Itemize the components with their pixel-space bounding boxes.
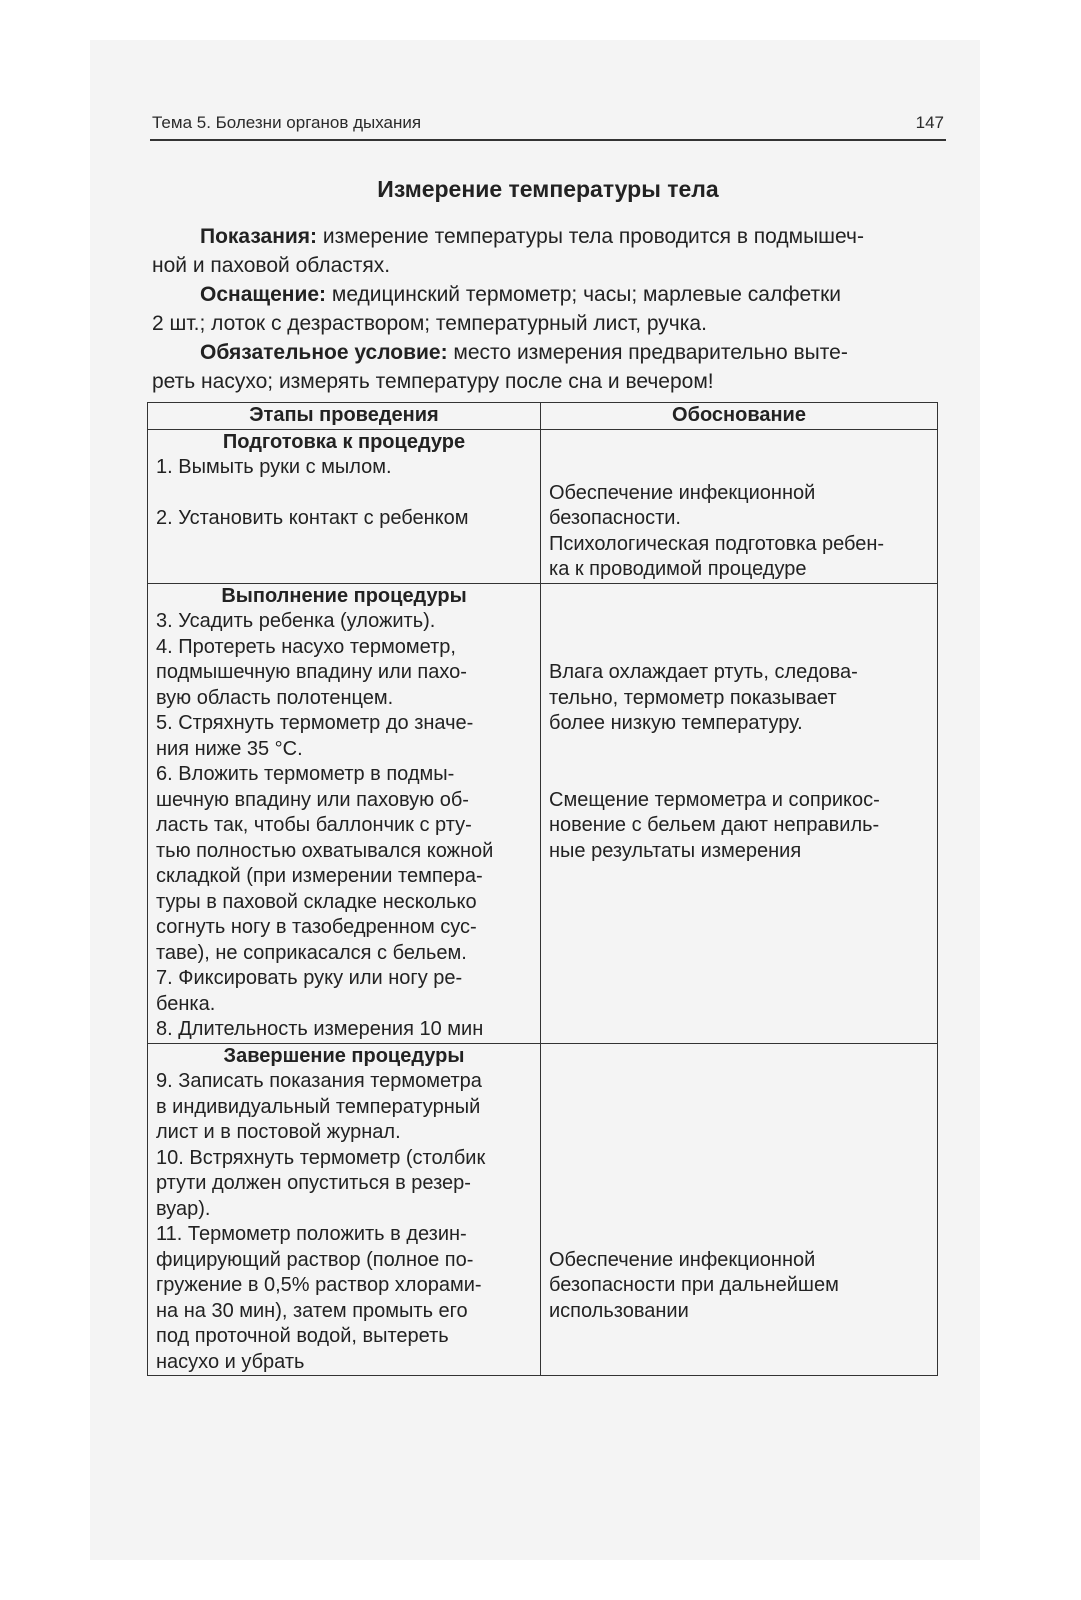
- equipment-text: медицинский термометр; часы; марлевые салфетки: [326, 283, 841, 306]
- equipment-paragraph: [152, 280, 946, 338]
- section-title: Подготовка к процедуре: [222, 430, 466, 453]
- indications-label: Показания:: [200, 225, 318, 248]
- indications-paragraph: [152, 222, 946, 280]
- rationale-line: [549, 1197, 929, 1223]
- rationale-line: безопасности.: [549, 507, 681, 529]
- rationale-line: Психологическая подготовка ребен-: [549, 532, 885, 555]
- rationale-line: Влага охлаждает ртуть, следова-: [549, 661, 858, 683]
- column-header-rationale: Обоснование: [541, 403, 938, 430]
- rationale-line: [549, 455, 929, 481]
- equipment-label: Оснащение:: [200, 283, 327, 306]
- rationale-line: [549, 1095, 929, 1121]
- step-line: фицирующий раствор (полное по-: [156, 1248, 474, 1271]
- rationale-cell: [541, 429, 938, 583]
- rationale-line: использовании: [549, 1299, 689, 1322]
- step-line: ласть так, чтобы баллончик с рту-: [156, 814, 472, 836]
- condition-text: место измерения предварительно выте-: [447, 341, 848, 364]
- chapter-title: Тема 5. Болезни органов дыхания: [152, 113, 422, 132]
- step-line: 4. Протереть насухо термометр,: [156, 635, 456, 658]
- step-line: 7. Фиксировать руку или ногу ре-: [156, 967, 463, 989]
- header-rule: [150, 139, 946, 141]
- indications-text-2: ной и паховой областях.: [152, 254, 391, 277]
- step-line: ртути должен опуститься в резер-: [156, 1172, 471, 1194]
- page-number: 147: [915, 113, 944, 132]
- rationale-line: Обеспечение инфекционной: [549, 481, 816, 504]
- rationale-line: ка к проводимой процедуре: [549, 558, 807, 580]
- rationale-line: Смещение термометра и соприкос-: [549, 788, 880, 811]
- step-line: туры в паховой складке несколько: [156, 890, 477, 913]
- rationale-line: [549, 737, 929, 763]
- procedure-table-body: [148, 429, 938, 1376]
- rationale-line: [549, 1146, 929, 1172]
- rationale-cell: [541, 583, 938, 1043]
- rationale-line: [549, 635, 929, 661]
- step-line: [156, 481, 532, 507]
- rationale-line: [549, 1222, 929, 1248]
- rationale-line: [549, 762, 929, 788]
- step-line: вуар).: [156, 1197, 211, 1220]
- step-line: 10. Встряхнуть термометр (столбик: [156, 1146, 486, 1169]
- step-line: вую область полотенцем.: [156, 686, 394, 709]
- step-line: 1. Вымыть руки с мылом.: [156, 456, 392, 478]
- step-line: в индивидуальный температурный: [156, 1095, 481, 1118]
- step-line: 2. Установить контакт с ребенком: [156, 507, 469, 529]
- step-line: тью полностью охватывался кожной: [156, 839, 494, 862]
- stage-cell: [148, 583, 541, 1043]
- step-line: подмышечную впадину или пахо-: [156, 661, 467, 683]
- procedure-table: [147, 402, 938, 1376]
- column-header-stages: Этапы проведения: [148, 403, 541, 430]
- step-line: бенка.: [156, 992, 216, 1015]
- step-line: 5. Стряхнуть термометр до значе-: [156, 712, 474, 734]
- step-line: складкой (при измерении темпера-: [156, 865, 483, 887]
- rationale-line: более низкую температуру.: [549, 712, 803, 734]
- step-line: согнуть ногу в тазобедренном сус-: [156, 916, 477, 938]
- rationale-line: [549, 609, 929, 635]
- step-line: гружение в 0,5% раствор хлорами-: [156, 1274, 482, 1296]
- condition-paragraph: [152, 338, 946, 396]
- rationale-line: новение с бельем дают неправиль-: [549, 814, 880, 836]
- condition-label: Обязательное условие:: [200, 341, 448, 364]
- stage-cell: [148, 1043, 541, 1376]
- step-line: таве), не соприкасался с бельем.: [156, 941, 467, 964]
- rationale-line: [549, 1171, 929, 1197]
- rationale-line: безопасности при дальнейшем: [549, 1274, 839, 1296]
- document-title: Измерение температуры тела: [377, 176, 719, 202]
- table-row: [148, 583, 938, 1043]
- table-row: [148, 1043, 938, 1376]
- section-title: Выполнение процедуры: [221, 584, 467, 607]
- step-line: насухо и убрать: [156, 1350, 305, 1373]
- step-line: 6. Вложить термометр в подмы-: [156, 763, 455, 785]
- step-line: лист и в постовой журнал.: [156, 1121, 401, 1143]
- step-line: на на 30 мин), затем промыть его: [156, 1299, 468, 1322]
- stage-cell: [148, 429, 541, 583]
- condition-text-2: реть насухо; измерять температуру после сна и вечером!: [152, 370, 714, 393]
- table-row: [148, 429, 938, 583]
- step-line: под проточной водой, вытереть: [156, 1325, 449, 1347]
- indications-text: измерение температуры тела проводится в подмышеч-: [317, 225, 864, 248]
- rationale-line: [549, 1069, 929, 1095]
- step-line: 3. Усадить ребенка (уложить).: [156, 610, 436, 632]
- rationale-line: ные результаты измерения: [549, 839, 802, 862]
- section-title: Завершение процедуры: [223, 1044, 465, 1067]
- step-line: шечную впадину или паховую об-: [156, 788, 469, 811]
- rationale-line: Обеспечение инфекционной: [549, 1248, 816, 1271]
- step-line: 9. Записать показания термометра: [156, 1070, 482, 1092]
- running-header: [152, 103, 944, 133]
- rationale-line: [549, 1120, 929, 1146]
- rationale-line: тельно, термометр показывает: [549, 686, 837, 709]
- table-header-row: [148, 403, 938, 430]
- step-line: 8. Длительность измерения 10 мин: [156, 1018, 484, 1040]
- equipment-text-2: 2 шт.; лоток с дезраствором; температурный лист, ручка.: [152, 312, 707, 335]
- step-line: ния ниже 35 °С.: [156, 737, 303, 760]
- rationale-cell: [541, 1043, 938, 1376]
- step-line: 11. Термометр положить в дезин-: [156, 1223, 467, 1245]
